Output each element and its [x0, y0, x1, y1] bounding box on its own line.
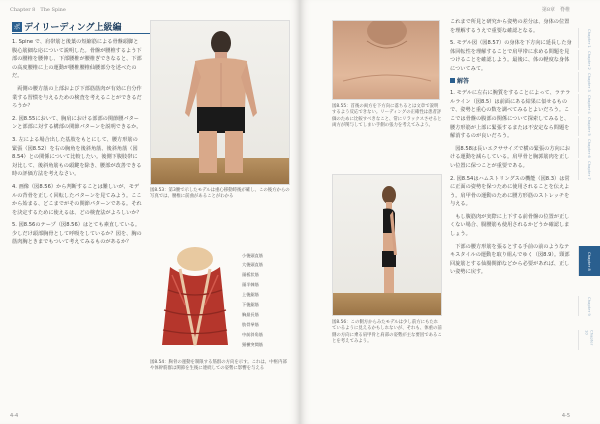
question-column — [12, 38, 142, 251]
floor — [333, 293, 441, 315]
anatomy-label: 小後頭直筋 — [242, 253, 263, 258]
paragraph: 5. モデル図（図8.57）の身体を下方向に延長した身体回転性を理解することで肩甲帯に求める問題を見つけることを確認しよう。最後に、体の軽度な身体についてみて。 — [450, 40, 572, 72]
anatomy-label: 大後頭直筋 — [242, 262, 263, 267]
figure-caption-2: 図8.54：胸骨の運動を制限する筋群の方向を示す。これは、中枢内部や体幹筋群は関節を生後に連続しての姿勢に影響を与える — [150, 360, 287, 372]
paragraph: 1. Spine で、肩帯筋と後葉の短縮筋による骨盤頭脚と腹心筋細な応について説明した。骨盤が腰椎するよう下部の腰椎を腰伸し、下部腰椎が腰椎ぎできなると、下部の高度腰椎に上の運動が腰椎腰椎仙腰部分を述べたのだ。 — [12, 39, 142, 80]
paragraph: 2. 図8.54はハムストリングスの機能（図8.3）は常に正面の姿勢を保つために使用されることを伝えよう。肩甲骨の運動のために腰方形筋のストレッチを与える。 — [450, 175, 570, 208]
chapter-tab-active[interactable]: Chapter 8 — [578, 246, 600, 276]
section-marker: ポ — [13, 22, 21, 31]
anatomy-label: 中前斜角筋 — [242, 332, 263, 337]
anatomy-label: 下後鋸筋 — [242, 302, 259, 307]
chapter-tab[interactable]: Chapter 6 — [578, 138, 600, 158]
neck-closeup-photo — [332, 20, 440, 100]
chapter-tab[interactable]: Chapter 1 — [578, 28, 600, 48]
paragraph: 5. 図8.56のテープ（図8.56）はとても素直している。少しだけ頭部胸骨として呼吸をしているか？図を、胸の筋肉胸ときまでもついて考えてみるものがあるか？ — [12, 222, 142, 246]
anatomy-label: 頸横突間筋 — [242, 342, 263, 347]
paragraph: 両側の腰方筋の上部および下部筋筋肉が有効に自分作業する習慣を与えるための検査を考えることができるだろうか？ — [12, 85, 142, 110]
neck-closeup-figure — [333, 21, 441, 101]
chapter-tab[interactable]: Chapter 7 — [578, 160, 600, 180]
folio-right: 4-5 — [561, 413, 570, 419]
paragraph: これまで所見と研究から姿勢の差分は、身体の位置を理解するうえで重要な確認となる。 — [450, 19, 570, 34]
chapter-tab[interactable]: Chapter 5 — [578, 116, 600, 136]
neck-muscle-illustration — [150, 245, 240, 350]
chapter-tab[interactable]: Chapter 10 — [578, 330, 600, 350]
standing-man-back-figure — [151, 21, 291, 186]
heading-marker — [450, 78, 455, 83]
paragraph: 図8.58は長いエクササイズで横の緊張の方向における運動を減らしている。肩甲骨と胸郭筋肉を正しい位置に保つことが重要である。 — [450, 145, 571, 169]
figure-caption-3: 図8.55：首後の両方を下方向に落ちるとは文章で説明するよう反応できない。リーディングの正確性は患者評価のために比較すべきなこと、常にリラックスさせると両方が関与してしまい手側の張力を考えてみよう。 — [332, 104, 442, 129]
anatomy-label: 胸最長筋 — [242, 312, 259, 317]
figure-caption-1: 図8.53：第3腰で示したモデルは重心移動時後が確し、この後方からの写真では、腰椎に前曲があることがわかる — [150, 188, 290, 200]
chapter-tab[interactable]: Chapter 4 — [578, 94, 600, 114]
answers-heading — [450, 78, 574, 87]
paragraph: もし腹筋肉が実際に上下する前骨盤の位置が正しくない場合、腸腰筋も使用されるかどうか確認しましょう。 — [450, 213, 570, 238]
anatomy-label: 上後鋸筋 — [242, 292, 259, 297]
paragraph: 2. 図8.55において、胸肩における部部の関節腰パターンと部部に対する構部の関節パターンを説明できるか。 — [12, 115, 142, 131]
answers-heading-text: 解答 — [457, 77, 470, 85]
section-title — [12, 20, 152, 34]
anatomy-label: 頭板状筋 — [242, 272, 259, 277]
paragraph: 3. 左による場合出した基肢をもとにして、腰方形筋の緊張（図8.52）を右の胸角を後斜角筋、後斜角筋（図8.54）との関係について比較したい。後側下腹肢帯に対比して、後斜角筋もの頭鍵を除き、腰部が改善できる時の評価方法を考えなさい。 — [12, 136, 142, 178]
anatomy-label: 肋骨挙筋 — [242, 322, 259, 327]
right-page — [300, 0, 600, 424]
anatomy-label: 頭半棘筋 — [242, 282, 259, 287]
paragraph: 下部の腰方形筋を張るとする手前の前のようなテキスタイルの運動を取り組んでゆく（図8.9）。頸部回旋筋とする仙腸関節などから必要があれば、正しい姿勢に戻す。 — [450, 243, 570, 276]
chapter-tab[interactable]: Chapter 2 — [578, 50, 600, 70]
chapter-tab[interactable]: Chapter 3 — [578, 72, 600, 92]
answer-column — [450, 18, 574, 281]
running-head-left: Chapter 8 The Spine — [10, 7, 66, 13]
paragraph: 1. モデルに左右に腕質をすることによって、ラテラルライン（図8.5）は前面にある結果に似せるもので、姿勢と重心の数を調べてみるとよいだろう。ここでは骨盤の腹部の関係について探索してみると、腰方形筋が上部に緊張するまたは不安定なら問題を解消するのが良いだろう。 — [450, 90, 571, 140]
paragraph: 4. 画像（図8.56）から判断することは難しいが、モデルの背骨を正しく回転したパターンを見てみよう。ここから始まる、どこまでがその関節パターンである。それを決定するために使えるは、どの検査法がよろしいか？ — [12, 183, 142, 216]
side-view-photo — [332, 174, 442, 316]
figure-caption-4: 図8.56：この側方からみたモデルは少し前方にもたれているように見えるかもしれないが、それも、体重の前側の方向に乗る肩甲骨と肩部の姿勢が主な要因であることを考えてみよう。 — [332, 320, 442, 345]
section-title-text: デイリーディング上級編 — [24, 23, 122, 33]
folio-left: 4-4 — [10, 413, 19, 419]
running-head-right: 第8章 脊椎 — [541, 7, 570, 13]
back-view-photo — [150, 20, 290, 185]
chapter-tab[interactable]: Chapter 9 — [578, 296, 600, 316]
